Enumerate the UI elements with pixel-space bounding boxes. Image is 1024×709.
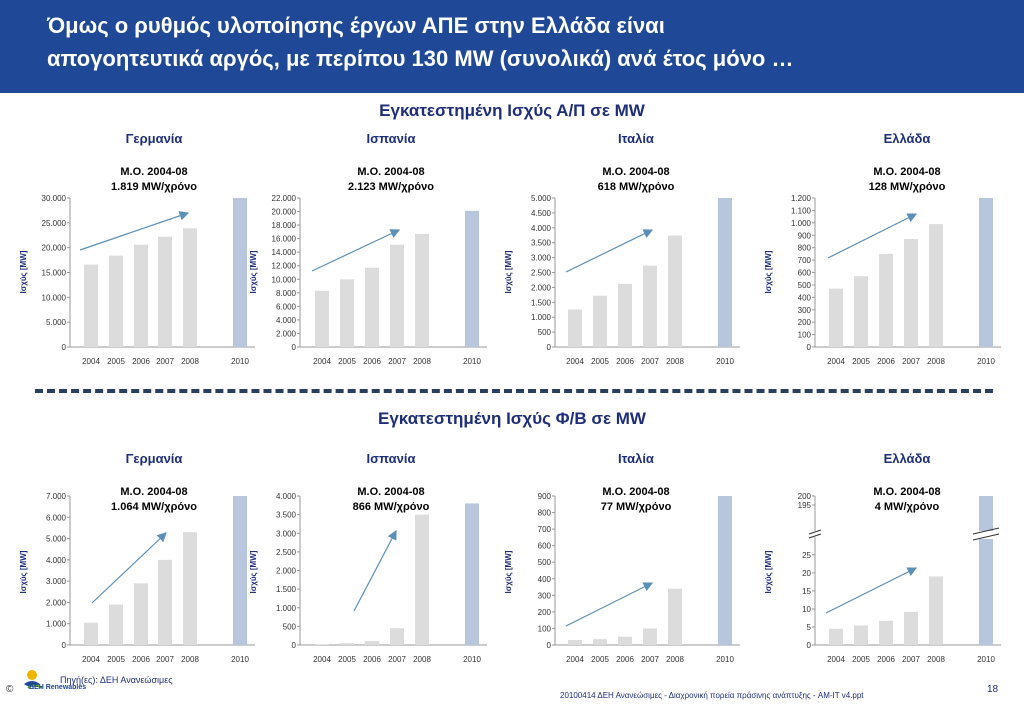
y-axis-label: Ισχύς [MW] — [19, 250, 28, 294]
country-label: Ισπανία — [366, 131, 416, 146]
average-value: 2.123 MW/χρόνο — [348, 181, 434, 193]
y-tick-label: 0 — [61, 343, 66, 352]
y-tick-label: 20.000 — [271, 207, 296, 217]
x-tick-label: 2004 — [313, 655, 331, 664]
y-tick-label: 0 — [546, 343, 551, 352]
x-tick-label: 2010 — [231, 655, 249, 664]
y-tick-label: 2.500 — [275, 547, 296, 557]
y-tick-label: 200 — [797, 318, 811, 328]
y-tick-label: 20 — [802, 568, 811, 578]
y-tick-label: 10.000 — [41, 293, 66, 303]
trend-arrow — [826, 568, 916, 613]
x-tick-label: 2008 — [927, 357, 945, 366]
bar-2007 — [390, 245, 404, 347]
y-tick-label: 2.000 — [275, 566, 296, 576]
y-tick-label: 2.000 — [45, 598, 66, 608]
y-tick-label: 0 — [546, 641, 551, 650]
y-tick-label: 700 — [797, 256, 811, 266]
y-tick-label: 15.000 — [41, 268, 66, 278]
y-tick-label: 1.000 — [790, 218, 811, 228]
bar-2005 — [593, 296, 607, 347]
y-tick-label: 2.000 — [275, 329, 296, 339]
y-tick-label: 700 — [537, 525, 551, 535]
x-tick-label: 2005 — [852, 357, 870, 366]
page-title-line-2: απογοητευτικά αργός, με περίπου 130 MW (συνολικά) ανά έτος μόνο … — [47, 46, 794, 71]
trend-arrow — [92, 533, 166, 603]
bar-2010 — [233, 198, 247, 347]
y-tick-label: 1.200 — [790, 194, 811, 203]
x-tick-label: 2007 — [156, 357, 174, 366]
bar-2006 — [365, 268, 379, 347]
average-value: 1.819 MW/χρόνο — [111, 181, 197, 193]
bar-2004 — [315, 644, 329, 645]
y-tick-label: 14.000 — [271, 248, 296, 258]
y-axis-label: Ισχύς [MW] — [19, 550, 28, 594]
bar-2004 — [84, 265, 98, 347]
y-tick-label: 25 — [802, 550, 811, 560]
y-tick-label: 6.000 — [275, 302, 296, 312]
x-tick-label: 2006 — [132, 357, 150, 366]
y-tick-label: 1.500 — [275, 585, 296, 595]
y-tick-label: 1.100 — [790, 206, 811, 216]
chart-pv-2 — [504, 451, 740, 664]
bar-2007 — [904, 239, 918, 347]
y-tick-label: 500 — [797, 280, 811, 290]
x-tick-label: 2010 — [463, 357, 481, 366]
bar-2007 — [904, 612, 918, 645]
y-tick-label: 5 — [806, 622, 811, 632]
bar-2010 — [233, 496, 247, 645]
bar-2008 — [668, 236, 682, 347]
y-tick-label: 0 — [61, 641, 66, 650]
trend-arrow — [566, 230, 652, 272]
x-tick-label: 2008 — [413, 357, 431, 366]
x-tick-label: 2006 — [616, 357, 634, 366]
file-name: 20100414 ΔΕΗ Ανανεώσιμες - Διαχρονική πορεία πράσινης ανάπτυξης - AM-IT v4.ppt — [560, 691, 864, 700]
x-tick-label: 2008 — [181, 655, 199, 664]
x-tick-label: 2005 — [591, 655, 609, 664]
y-tick-label: 900 — [537, 492, 551, 501]
y-tick-label: 1.000 — [45, 619, 66, 629]
x-tick-label: 2004 — [827, 655, 845, 664]
average-value: 128 MW/χρόνο — [868, 181, 946, 193]
y-tick-label: 0 — [806, 641, 811, 650]
bar-2007 — [390, 628, 404, 645]
chart-wind-3 — [764, 131, 1001, 366]
y-axis-label: Ισχύς [MW] — [764, 550, 773, 594]
bar-2005 — [109, 605, 123, 645]
y-tick-label: 2.000 — [530, 283, 551, 293]
y-tick-label: 2.500 — [530, 268, 551, 278]
bar-2007 — [643, 628, 657, 645]
y-tick-label: 100 — [797, 330, 811, 340]
pv-section-title: Εγκατεστημένη Ισχύς Φ/Β σε MW — [378, 409, 646, 428]
bar-2010 — [465, 503, 479, 645]
bar-2008 — [415, 515, 429, 645]
x-tick-label: 2004 — [566, 655, 584, 664]
chart-wind-0 — [19, 131, 255, 366]
y-tick-label: 400 — [537, 574, 551, 584]
y-tick-label: 400 — [797, 293, 811, 303]
trend-arrow — [828, 214, 916, 258]
y-tick-label: 18.000 — [271, 221, 296, 231]
bar-2004 — [315, 291, 329, 347]
chart-wind-1 — [249, 131, 487, 366]
y-tick-label: 5.000 — [45, 534, 66, 544]
x-tick-label: 2006 — [363, 357, 381, 366]
x-tick-label: 2004 — [313, 357, 331, 366]
y-tick-label: 30.000 — [41, 194, 66, 203]
y-axis-label: Ισχύς [MW] — [764, 250, 773, 294]
y-tick-label: 3.000 — [45, 577, 66, 587]
x-tick-label: 2007 — [156, 655, 174, 664]
bar-2007 — [158, 237, 172, 347]
x-tick-label: 2008 — [927, 655, 945, 664]
y-tick-label: 1.000 — [275, 603, 296, 613]
bar-2006 — [879, 254, 893, 347]
y-tick-label: 900 — [797, 231, 811, 241]
bar-2010 — [979, 496, 993, 645]
y-tick-label: 1.500 — [530, 298, 551, 308]
bar-2008 — [929, 576, 943, 645]
x-tick-label: 2006 — [616, 655, 634, 664]
y-tick-label: 3.500 — [275, 510, 296, 520]
y-tick-label: 195 — [797, 501, 811, 510]
x-tick-label: 2005 — [591, 357, 609, 366]
page-number: 18 — [987, 684, 999, 695]
bar-2005 — [854, 626, 868, 645]
average-label: Μ.Ο. 2004-08 — [873, 166, 941, 178]
y-tick-label: 4.000 — [275, 315, 296, 325]
y-tick-label: 3.000 — [530, 253, 551, 263]
country-label: Ισπανία — [366, 451, 416, 466]
y-tick-label: 800 — [797, 243, 811, 253]
bar-2006 — [134, 583, 148, 645]
x-tick-label: 2004 — [566, 357, 584, 366]
y-tick-label: 1.000 — [530, 313, 551, 323]
x-tick-label: 2007 — [902, 655, 920, 664]
y-tick-label: 4.000 — [275, 492, 296, 501]
bar-2005 — [593, 639, 607, 645]
chart-wind-2 — [504, 131, 740, 366]
x-tick-label: 2007 — [902, 357, 920, 366]
x-tick-label: 2006 — [132, 655, 150, 664]
bar-2004 — [829, 629, 843, 645]
bar-2006 — [618, 637, 632, 645]
chart-pv-0 — [19, 451, 255, 664]
country-label: Ιταλία — [618, 451, 654, 466]
x-tick-label: 2005 — [338, 357, 356, 366]
y-tick-label: 0 — [806, 343, 811, 352]
y-tick-label: 15 — [802, 586, 811, 596]
average-value: 77 MW/χρόνο — [600, 501, 672, 513]
y-tick-label: 300 — [797, 305, 811, 315]
x-tick-label: 2010 — [716, 357, 734, 366]
y-tick-label: 4.000 — [45, 555, 66, 565]
bar-2007 — [643, 266, 657, 347]
average-label: Μ.Ο. 2004-08 — [357, 166, 425, 178]
y-axis-label: Ισχύς [MW] — [504, 250, 513, 294]
copyright-mark: © — [6, 684, 14, 695]
bar-2008 — [183, 532, 197, 645]
average-label: Μ.Ο. 2004-08 — [357, 486, 425, 498]
y-tick-label: 3.000 — [275, 529, 296, 539]
average-label: Μ.Ο. 2004-08 — [602, 486, 670, 498]
y-tick-label: 22.000 — [271, 194, 296, 203]
source-note: Πηγή(ες): ΔΕΗ Ανανεώσιμες — [60, 675, 173, 685]
x-tick-label: 2004 — [82, 655, 100, 664]
bar-2008 — [929, 224, 943, 347]
y-axis-label: Ισχύς [MW] — [504, 550, 513, 594]
y-tick-label: 500 — [537, 328, 551, 338]
bar-2010 — [979, 198, 993, 347]
average-label: Μ.Ο. 2004-08 — [120, 166, 188, 178]
page-title-line-1: Όμως ο ρυθμός υλοποίησης έργων ΑΠΕ στην Ελλάδα είναι — [47, 13, 665, 38]
y-axis-label: Ισχύς [MW] — [249, 550, 258, 594]
bar-2004 — [568, 309, 582, 347]
y-tick-label: 200 — [537, 607, 551, 617]
x-tick-label: 2007 — [641, 357, 659, 366]
x-tick-label: 2010 — [977, 655, 995, 664]
wind-section-title: Εγκατεστημένη Ισχύς Α/Π σε MW — [379, 101, 645, 120]
y-tick-label: 300 — [537, 591, 551, 601]
y-tick-label: 600 — [797, 268, 811, 278]
y-tick-label: 10 — [802, 604, 811, 614]
y-tick-label: 8.000 — [275, 288, 296, 298]
y-tick-label: 25.000 — [41, 218, 66, 228]
country-label: Ελλάδα — [883, 131, 931, 146]
x-tick-label: 2007 — [388, 357, 406, 366]
average-label: Μ.Ο. 2004-08 — [120, 486, 188, 498]
average-label: Μ.Ο. 2004-08 — [873, 486, 941, 498]
bar-2004 — [568, 640, 582, 645]
bar-2006 — [134, 245, 148, 347]
bar-2005 — [854, 276, 868, 347]
average-value: 866 MW/χρόνο — [352, 501, 430, 513]
x-tick-label: 2007 — [388, 655, 406, 664]
trend-arrow — [354, 531, 396, 611]
bar-2008 — [183, 228, 197, 347]
logo-text: ΔΕΗ Renewables — [29, 684, 87, 691]
x-tick-label: 2005 — [852, 655, 870, 664]
y-tick-label: 500 — [537, 558, 551, 568]
y-tick-label: 4.500 — [530, 208, 551, 218]
country-label: Γερμανία — [125, 451, 183, 466]
bar-2006 — [365, 641, 379, 645]
x-tick-label: 2010 — [716, 655, 734, 664]
bar-2005 — [340, 643, 354, 645]
y-tick-label: 4.000 — [530, 223, 551, 233]
average-value: 1.064 MW/χρόνο — [111, 501, 197, 513]
bar-2007 — [158, 560, 172, 645]
x-tick-label: 2010 — [463, 655, 481, 664]
x-tick-label: 2010 — [231, 357, 249, 366]
x-tick-label: 2010 — [977, 357, 995, 366]
average-label: Μ.Ο. 2004-08 — [602, 166, 670, 178]
y-tick-label: 800 — [537, 508, 551, 518]
bar-2010 — [465, 211, 479, 347]
bar-2005 — [109, 256, 123, 347]
bar-2008 — [668, 589, 682, 645]
y-tick-label: 20.000 — [41, 243, 66, 253]
bar-2004 — [84, 623, 98, 645]
x-tick-label: 2008 — [666, 357, 684, 366]
x-tick-label: 2008 — [413, 655, 431, 664]
y-tick-label: 0 — [291, 343, 296, 352]
y-tick-label: 5.000 — [530, 194, 551, 203]
x-tick-label: 2004 — [82, 357, 100, 366]
y-tick-label: 3.500 — [530, 238, 551, 248]
y-tick-label: 200 — [797, 492, 811, 501]
trend-arrow — [312, 230, 399, 271]
y-axis-label: Ισχύς [MW] — [249, 250, 258, 294]
y-tick-label: 12.000 — [271, 261, 296, 271]
average-value: 4 MW/χρόνο — [874, 501, 940, 513]
y-tick-label: 16.000 — [271, 234, 296, 244]
chart-pv-1 — [249, 451, 487, 664]
chart-pv-3 — [764, 451, 1001, 664]
bar-2006 — [618, 284, 632, 347]
average-value: 618 MW/χρόνο — [597, 181, 675, 193]
bar-2008 — [415, 234, 429, 347]
y-tick-label: 100 — [537, 624, 551, 634]
x-tick-label: 2006 — [363, 655, 381, 664]
x-tick-label: 2006 — [877, 655, 895, 664]
country-label: Γερμανία — [125, 131, 183, 146]
y-tick-label: 7.000 — [45, 492, 66, 501]
x-tick-label: 2007 — [641, 655, 659, 664]
y-tick-label: 6.000 — [45, 513, 66, 523]
x-tick-label: 2005 — [107, 655, 125, 664]
country-label: Ιταλία — [618, 131, 654, 146]
y-tick-label: 5.000 — [45, 318, 66, 328]
y-tick-label: 500 — [282, 622, 296, 632]
bar-2005 — [340, 279, 354, 347]
bar-2004 — [829, 289, 843, 347]
x-tick-label: 2005 — [338, 655, 356, 664]
y-tick-label: 10.000 — [271, 275, 296, 285]
bar-2010 — [718, 198, 732, 347]
x-tick-label: 2008 — [181, 357, 199, 366]
y-tick-label: 600 — [537, 541, 551, 551]
trend-arrow — [566, 583, 652, 626]
x-tick-label: 2008 — [666, 655, 684, 664]
y-tick-label: 0 — [291, 641, 296, 650]
x-tick-label: 2005 — [107, 357, 125, 366]
country-label: Ελλάδα — [883, 451, 931, 466]
x-tick-label: 2006 — [877, 357, 895, 366]
bar-2006 — [879, 621, 893, 645]
x-tick-label: 2004 — [827, 357, 845, 366]
bar-2010 — [718, 496, 732, 645]
